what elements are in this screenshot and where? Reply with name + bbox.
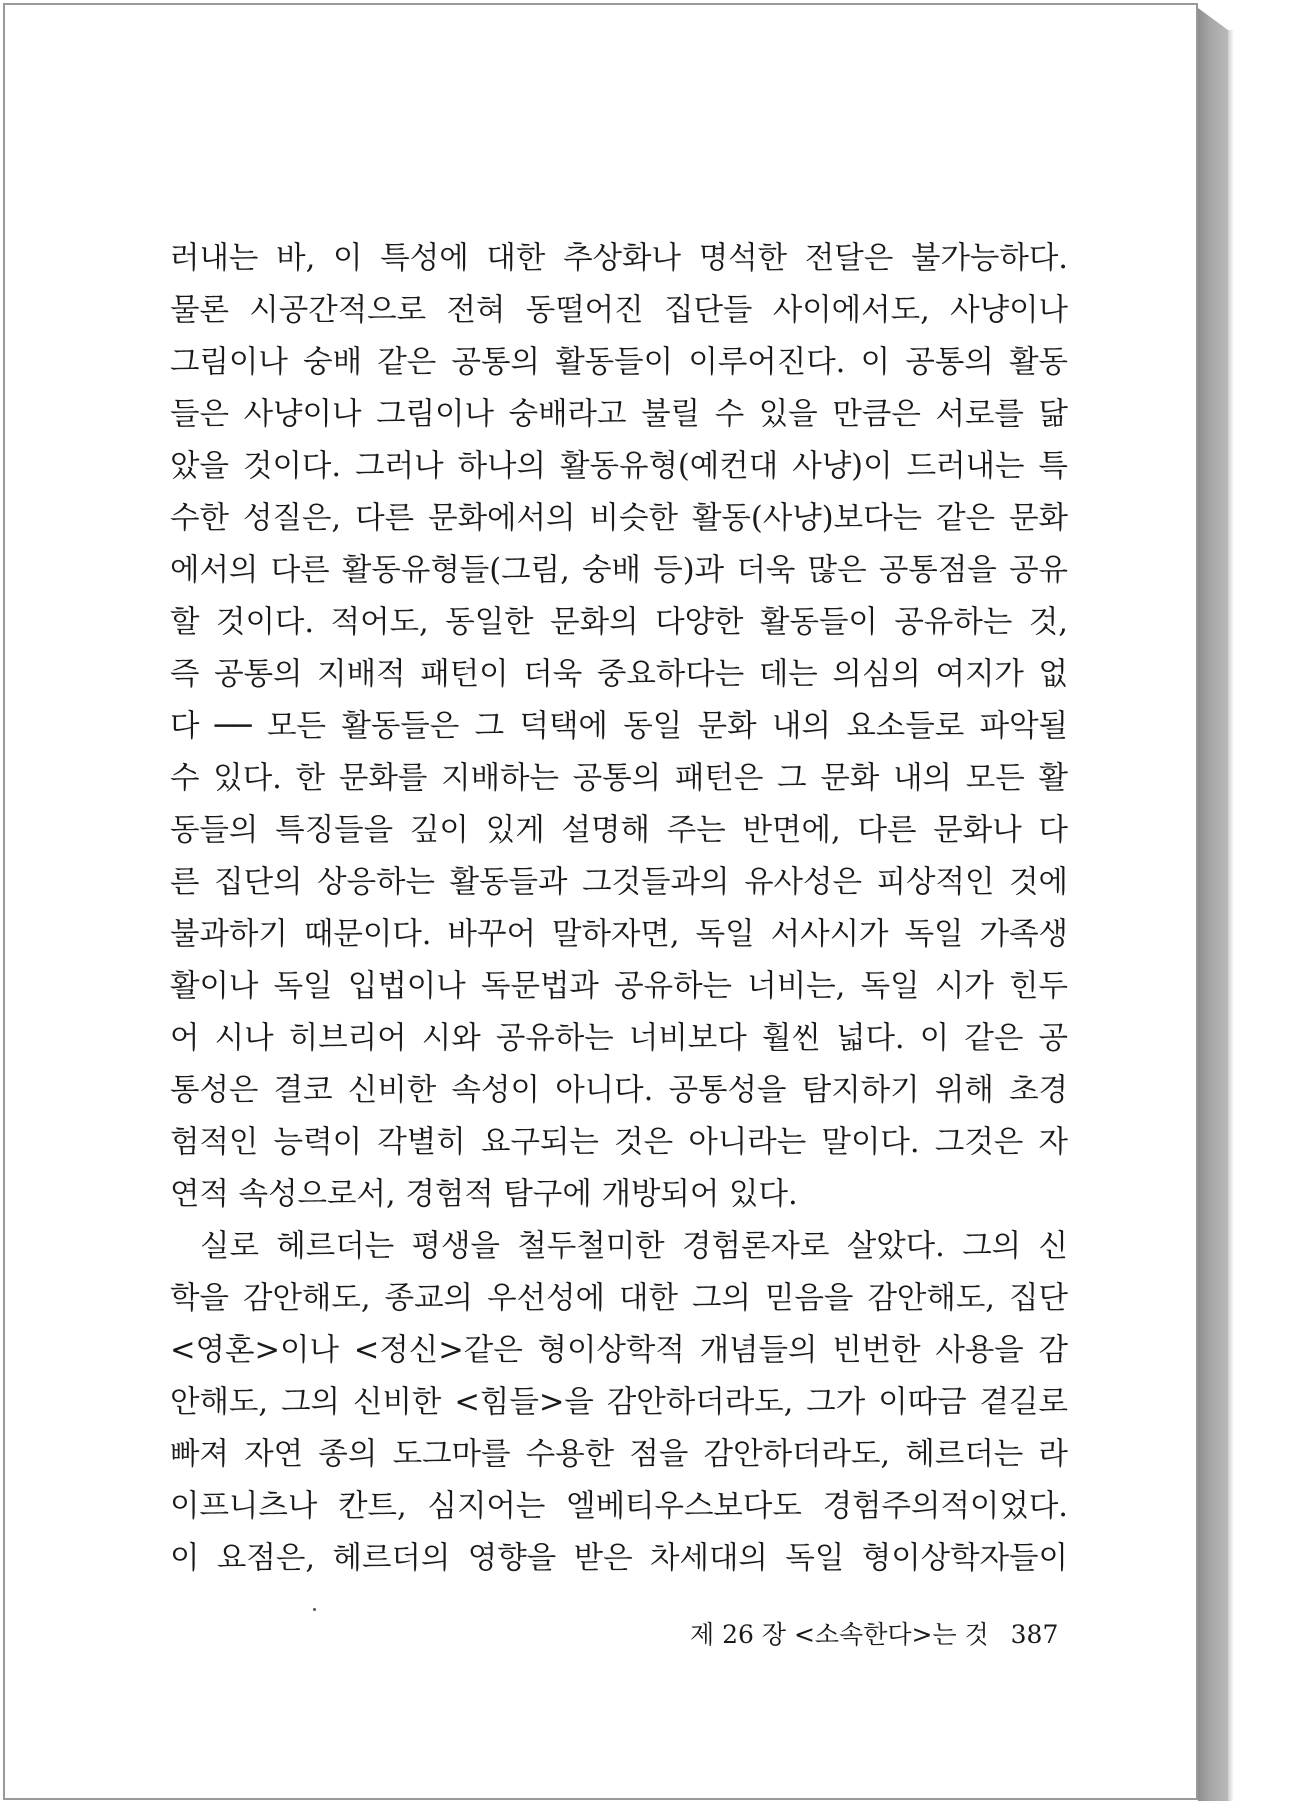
paragraph-end-line: 연적 속성으로서, 경험적 탐구에 개방되어 있다.: [170, 1177, 798, 1212]
book-edge-shadow: [1228, 30, 1234, 1801]
text-line: 에서의 다른 활동유형들(그림, 숭배 등)과 더욱 많은 공통점을 공유: [170, 553, 1068, 588]
text-line: 러내는 바, 이 특성에 대한 추상화나 명석한 전달은 불가능하다.: [170, 241, 1068, 276]
text-line: 다 ── 모든 활동들은 그 덕택에 동일 문화 내의 요소들로 파악될: [170, 709, 1068, 744]
text-line: 빠져 자연 종의 도그마를 수용한 점을 감안하더라도, 헤르더는 라: [170, 1437, 1068, 1472]
text-line: 할 것이다. 적어도, 동일한 문화의 다양한 활동들이 공유하는 것,: [170, 605, 1068, 640]
text-line: 았을 것이다. 그러나 하나의 활동유형(예컨대 사냥)이 드러내는 특: [170, 449, 1068, 484]
text-line: 이프니츠나 칸트, 심지어는 엘베티우스보다도 경험주의적이었다.: [170, 1489, 1068, 1524]
text-line: 즉 공통의 지배적 패턴이 더욱 중요하다는 데는 의심의 여지가 없: [170, 657, 1068, 692]
text-line: 불과하기 때문이다. 바꾸어 말하자면, 독일 서사시가 독일 가족생: [170, 917, 1068, 952]
text-line: 들은 사냥이나 그림이나 숭배라고 불릴 수 있을 만큼은 서로를 닮: [170, 397, 1068, 432]
chapter-title: 제 26 장 <소속한다>는 것: [690, 1620, 989, 1649]
text-line: 어 시나 히브리어 시와 공유하는 너비보다 훨씬 넓다. 이 같은 공: [170, 1021, 1068, 1056]
text-line: 수한 성질은, 다른 문화에서의 비슷한 활동(사냥)보다는 같은 문화: [170, 501, 1068, 536]
text-line: 물론 시공간적으로 전혀 동떨어진 집단들 사이에서도, 사냥이나: [170, 293, 1068, 328]
text-line: 그림이나 숭배 같은 공통의 활동들이 이루어진다. 이 공통의 활동: [170, 345, 1068, 380]
text-line: 른 집단의 상응하는 활동들과 그것들과의 유사성은 피상적인 것에: [170, 865, 1068, 900]
text-line: 활이나 독일 입법이나 독문법과 공유하는 너비는, 독일 시가 힌두: [170, 969, 1068, 1004]
book-page: [3, 3, 1198, 1800]
text-line: 학을 감안해도, 종교의 우선성에 대한 그의 믿음을 감안해도, 집단: [170, 1281, 1068, 1316]
text-line: 이 요점은, 헤르더의 영향을 받은 차세대의 독일 형이상학자들이: [170, 1541, 1068, 1576]
text-line: 동들의 특징들을 깊이 있게 설명해 주는 반면에, 다른 문화나 다: [170, 813, 1068, 848]
text-line: <영혼>이나 <정신>같은 형이상학적 개념들의 빈번한 사용을 감: [170, 1333, 1068, 1368]
book-edge: [1198, 8, 1228, 1801]
text-line: 안해도, 그의 신비한 <힘들>을 감안하더라도, 그가 이따금 곁길로: [170, 1385, 1068, 1420]
text-line: 통성은 결코 신비한 속성이 아니다. 공통성을 탐지하기 위해 초경: [170, 1073, 1068, 1108]
text-line: 수 있다. 한 문화를 지배하는 공통의 패턴은 그 문화 내의 모든 활: [170, 761, 1068, 796]
print-speck: [313, 1608, 316, 1611]
body-text: [170, 233, 1068, 1585]
paragraph-start-line: 실로 헤르더는 평생을 철두철미한 경험론자로 살았다. 그의 신: [200, 1229, 1068, 1264]
running-footer: [690, 1615, 1070, 1655]
text-line: 험적인 능력이 각별히 요구되는 것은 아니라는 말이다. 그것은 자: [170, 1125, 1068, 1160]
page-number: 387: [1010, 1620, 1059, 1649]
